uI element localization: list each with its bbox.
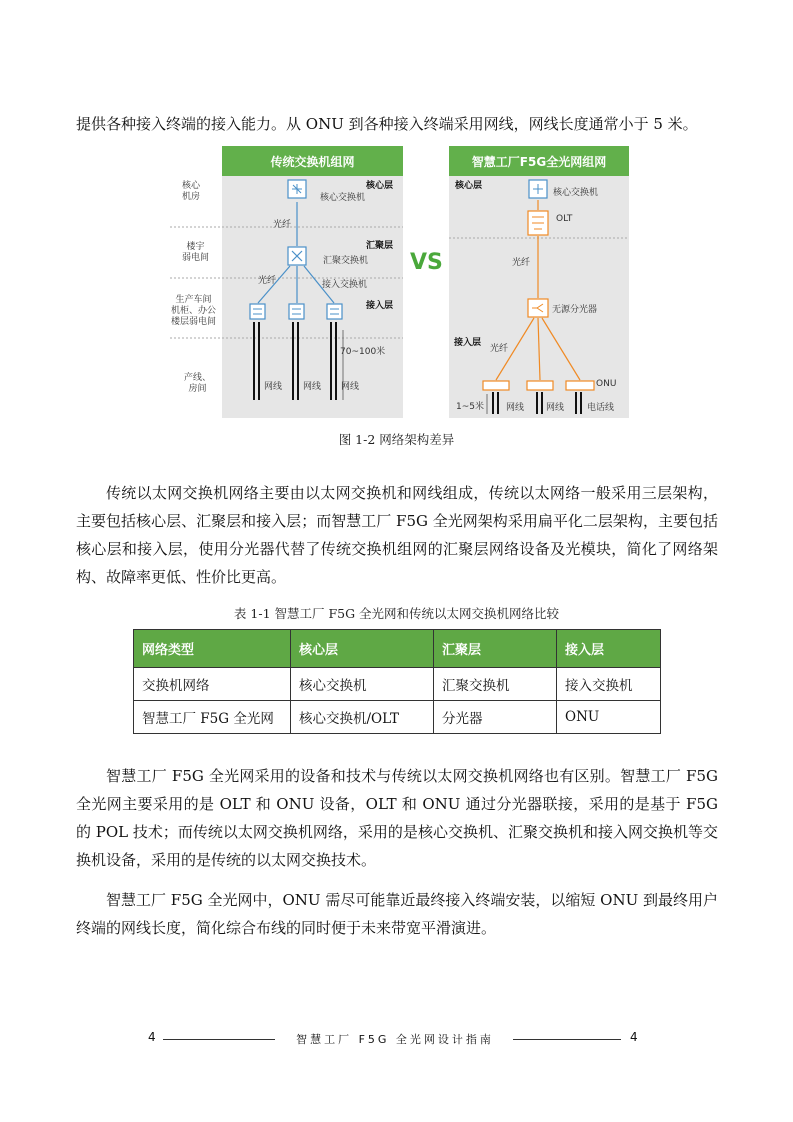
paragraph-3 (76, 886, 718, 942)
paragraph-2 (76, 762, 718, 874)
olt-label: OLT (556, 214, 573, 224)
splitter-icon (528, 299, 548, 317)
table-header: 汇聚层 (434, 630, 557, 668)
table-cell: 核心交换机/OLT (291, 701, 434, 734)
fiber-link (538, 318, 540, 380)
footer-title: 智慧工厂 F5G 全光网设计指南 (296, 1033, 494, 1046)
onu-icon (527, 381, 553, 390)
olt-icon (528, 211, 548, 235)
distance-label: 1~5米 (456, 402, 484, 412)
paragraph-1 (76, 479, 718, 591)
cable-label: 网线 (303, 382, 322, 392)
right-layer-access: 接入层 (454, 338, 482, 348)
aggregation-switch-icon (288, 247, 306, 265)
phone-line-label: 电话线 (587, 403, 615, 413)
cable-label: 网线 (506, 403, 525, 413)
access-switch-label: 接入交换机 (322, 280, 368, 290)
page-number-left: 4 (148, 1030, 156, 1044)
access-switch-icon (327, 304, 342, 319)
core-switch-icon (288, 180, 306, 198)
zone-workshop: 生产车间 机柜、办公 楼层弱电间 (171, 295, 217, 327)
diagram-graphics (0, 0, 793, 430)
paragraph-1-text: 传统以太网交换机网络主要由以太网交换机和网线组成，传统以太网络一般采用三层架构，主要包括核心层、汇聚层和接入层；而智慧工厂 F5G 全光网架构采用扁平化二层架构，主要包括核心层和接入层，使用分光器代替了传统交换机组网的汇聚层网络设备及光模块，简化了网络架构、故障率更低、性价比更高。 (76, 484, 718, 586)
table-cell: 核心交换机 (291, 668, 434, 701)
access-switch-icon (289, 304, 304, 319)
table-cell: 智慧工厂 F5G 全光网 (134, 701, 291, 734)
table-cell: 交换机网络 (134, 668, 291, 701)
table-row (134, 701, 661, 734)
table-cell: 汇聚交换机 (434, 668, 557, 701)
f5g-core-switch-label: 核心交换机 (553, 188, 599, 198)
onu-icon (566, 381, 594, 390)
f5g-panel-title: 智慧工厂F5G全光网组网 (449, 146, 629, 176)
fiber-label: 光纤 (273, 220, 292, 230)
cable-label: 网线 (546, 403, 565, 413)
onu-label: ONU (596, 379, 617, 389)
intro-text: 提供各种接入终端的接入能力。从 ONU 到各种接入终端采用网线，网线长度通常小于 5 米。 (76, 115, 698, 133)
cable-label: 网线 (341, 382, 360, 392)
vs-label: VS (410, 250, 443, 275)
table-row (134, 668, 661, 701)
left-layer-agg: 汇聚层 (366, 241, 394, 251)
table-header: 核心层 (291, 630, 434, 668)
right-layer-core: 核心层 (455, 181, 483, 191)
zone-building: 楼宇 弱电间 (182, 242, 210, 263)
table-header: 网络类型 (134, 630, 291, 668)
footer-rule-left (163, 1039, 275, 1040)
fiber-label: 光纤 (512, 258, 531, 268)
cable-label: 网线 (264, 382, 283, 392)
fiber-link (542, 318, 580, 380)
zone-core-room: 核心 机房 (182, 181, 201, 202)
distance-label: 70~100米 (340, 347, 386, 357)
table-cell: ONU (557, 701, 661, 734)
agg-switch-label: 汇聚交换机 (323, 256, 369, 266)
table-cell: 分光器 (434, 701, 557, 734)
paragraph-2-text: 智慧工厂 F5G 全光网采用的设备和技术与传统以太网交换机网络也有区别。智慧工厂 F5G 全光网主要采用的是 OLT 和 ONU 设备，OLT 和 ONU 通过分光器联接，采用的是基于 F5G 的 POL 技术；而传统以太网交换机网络，采用的是核心交换机、汇聚交换机和接入网交换机等交换机设备，采用的是传统的以太网交换技术。 (76, 767, 718, 869)
page-number-right: 4 (630, 1030, 638, 1044)
page-footer (0, 1030, 793, 1048)
access-switch-icon (250, 304, 265, 319)
left-layer-access: 接入层 (366, 301, 394, 311)
zone-line: 产线、 房间 (184, 373, 212, 394)
f5g-core-switch-icon (529, 180, 547, 198)
left-layer-core: 核心层 (366, 181, 394, 191)
splitter-label: 无源分光器 (552, 305, 598, 315)
paragraph-3-text: 智慧工厂 F5G 全光网中，ONU 需尽可能靠近最终接入终端安装，以缩短 ONU 到最终用户终端的网线长度，简化综合布线的同时便于未来带宽平滑演进。 (76, 891, 718, 937)
comparison-table (133, 629, 661, 734)
core-switch-label: 核心交换机 (320, 193, 366, 203)
footer-rule-right (513, 1039, 621, 1040)
table-cell: 接入交换机 (557, 668, 661, 701)
fiber-label: 光纤 (258, 276, 277, 286)
onu-icon (483, 381, 509, 390)
traditional-panel-title: 传统交换机组网 (222, 146, 403, 176)
fiber-label: 光纤 (490, 344, 509, 354)
table-header-row (134, 630, 661, 668)
figure-caption: 图 1-2 网络架构差异 (338, 432, 455, 447)
table-caption: 表 1-1 智慧工厂 F5G 全光网和传统以太网交换机网络比较 (233, 606, 560, 621)
table-header: 接入层 (557, 630, 661, 668)
